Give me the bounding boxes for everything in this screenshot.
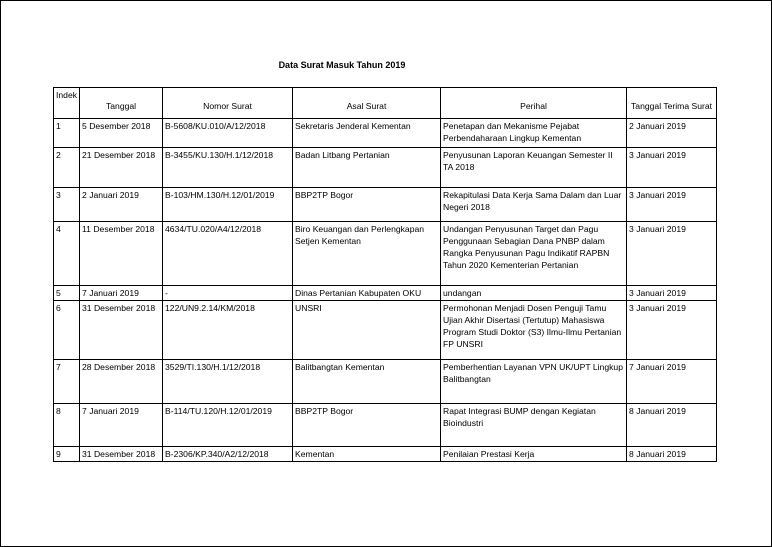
table-row <box>54 222 717 286</box>
cell-tanggal: 21 Desember 2018 <box>80 148 163 188</box>
cell-perihal: Permohonan Menjadi Dosen Penguji Tamu Ujian Akhir Disertasi (Tertutup) Mahasiswa Program Studi Doktor (S3) Ilmu-Ilmu Pertanian FP UNSRI <box>441 301 627 360</box>
cell-asal: BBP2TP Bogor <box>293 404 441 447</box>
cell-tanggal: 28 Desember 2018 <box>80 360 163 404</box>
cell-indek: 2 <box>54 148 80 188</box>
cell-terima: 3 Januari 2019 <box>627 286 717 301</box>
cell-terima: 3 Januari 2019 <box>627 188 717 222</box>
cell-perihal: Penilaian Prestasi Kerja <box>441 447 627 462</box>
table-row <box>54 404 717 447</box>
cell-tanggal: 31 Desember 2018 <box>80 301 163 360</box>
table-row <box>54 360 717 404</box>
cell-nomor: 3529/TI.130/H.1/12/2018 <box>163 360 293 404</box>
cell-terima: 3 Januari 2019 <box>627 222 717 286</box>
cell-nomor: B-5608/KU.010/A/12/2018 <box>163 119 293 148</box>
cell-nomor: B-103/HM.130/H.12/01/2019 <box>163 188 293 222</box>
table-row <box>54 301 717 360</box>
cell-nomor: B-2306/KP.340/A2/12/2018 <box>163 447 293 462</box>
cell-terima: 2 Januari 2019 <box>627 119 717 148</box>
cell-terima: 8 Januari 2019 <box>627 404 717 447</box>
cell-perihal: Penetapan dan Mekanisme Pejabat Perbendaharaan Lingkup Kementan <box>441 119 627 148</box>
cell-tanggal: 7 Januari 2019 <box>80 286 163 301</box>
cell-indek: 6 <box>54 301 80 360</box>
cell-perihal: Pemberhentian Layanan VPN UK/UPT Lingkup Balitbangtan <box>441 360 627 404</box>
cell-indek: 3 <box>54 188 80 222</box>
table-row <box>54 188 717 222</box>
cell-tanggal: 11 Desember 2018 <box>80 222 163 286</box>
cell-indek: 9 <box>54 447 80 462</box>
cell-asal: Kementan <box>293 447 441 462</box>
cell-perihal: Rekapitulasi Data Kerja Sama Dalam dan Luar Negeri 2018 <box>441 188 627 222</box>
cell-nomor: B-3455/KU.130/H.1/12/2018 <box>163 148 293 188</box>
cell-indek: 4 <box>54 222 80 286</box>
cell-indek: 7 <box>54 360 80 404</box>
cell-nomor: B-114/TU.120/H.12/01/2019 <box>163 404 293 447</box>
header-nomor-surat: Nomor Surat <box>163 88 293 119</box>
cell-asal: Badan Litbang Pertanian <box>293 148 441 188</box>
header-perihal: Perihal <box>441 88 627 119</box>
cell-tanggal: 5 Desember 2018 <box>80 119 163 148</box>
cell-perihal: Penyusunan Laporan Keuangan Semester II TA 2018 <box>441 148 627 188</box>
cell-tanggal: 2 Januari 2019 <box>80 188 163 222</box>
cell-terima: 7 Januari 2019 <box>627 360 717 404</box>
cell-asal: BBP2TP Bogor <box>293 188 441 222</box>
cell-terima: 3 Januari 2019 <box>627 148 717 188</box>
cell-perihal: undangan <box>441 286 627 301</box>
cell-terima: 8 Januari 2019 <box>627 447 717 462</box>
cell-nomor: 122/UN9.2.14/KM/2018 <box>163 301 293 360</box>
cell-perihal: Rapat Integrasi BUMP dengan Kegiatan Bioindustri <box>441 404 627 447</box>
table-header-row <box>54 88 717 119</box>
cell-asal: Sekretaris Jenderal Kementan <box>293 119 441 148</box>
cell-nomor: - <box>163 286 293 301</box>
cell-indek: 5 <box>54 286 80 301</box>
table-row <box>54 286 717 301</box>
cell-asal: Balitbangtan Kementan <box>293 360 441 404</box>
header-asal-surat: Asal Surat <box>293 88 441 119</box>
cell-terima: 3 Januari 2019 <box>627 301 717 360</box>
cell-perihal: Undangan Penyusunan Target dan Pagu Penggunaan Sebagian Dana PNBP dalam Rangka Penyusunan Pagu Indikatif RAPBN Tahun 2020 Kementerian Pertanian <box>441 222 627 286</box>
cell-indek: 1 <box>54 119 80 148</box>
letters-table <box>53 87 717 462</box>
cell-indek: 8 <box>54 404 80 447</box>
table-row <box>54 447 717 462</box>
header-tanggal: Tanggal <box>80 88 163 119</box>
cell-tanggal: 31 Desember 2018 <box>80 447 163 462</box>
cell-asal: Dinas Pertanian Kabupaten OKU <box>293 286 441 301</box>
cell-nomor: 4634/TU.020/A4/12/2018 <box>163 222 293 286</box>
table-row <box>54 119 717 148</box>
header-tanggal-terima: Tanggal Terima Surat <box>627 88 717 119</box>
cell-asal: UNSRI <box>293 301 441 360</box>
cell-asal: Biro Keuangan dan Perlengkapan Setjen Kementan <box>293 222 441 286</box>
table-row <box>54 148 717 188</box>
header-indek: Indek <box>54 88 80 119</box>
cell-tanggal: 7 Januari 2019 <box>80 404 163 447</box>
document-title: Data Surat Masuk Tahun 2019 <box>278 60 406 70</box>
